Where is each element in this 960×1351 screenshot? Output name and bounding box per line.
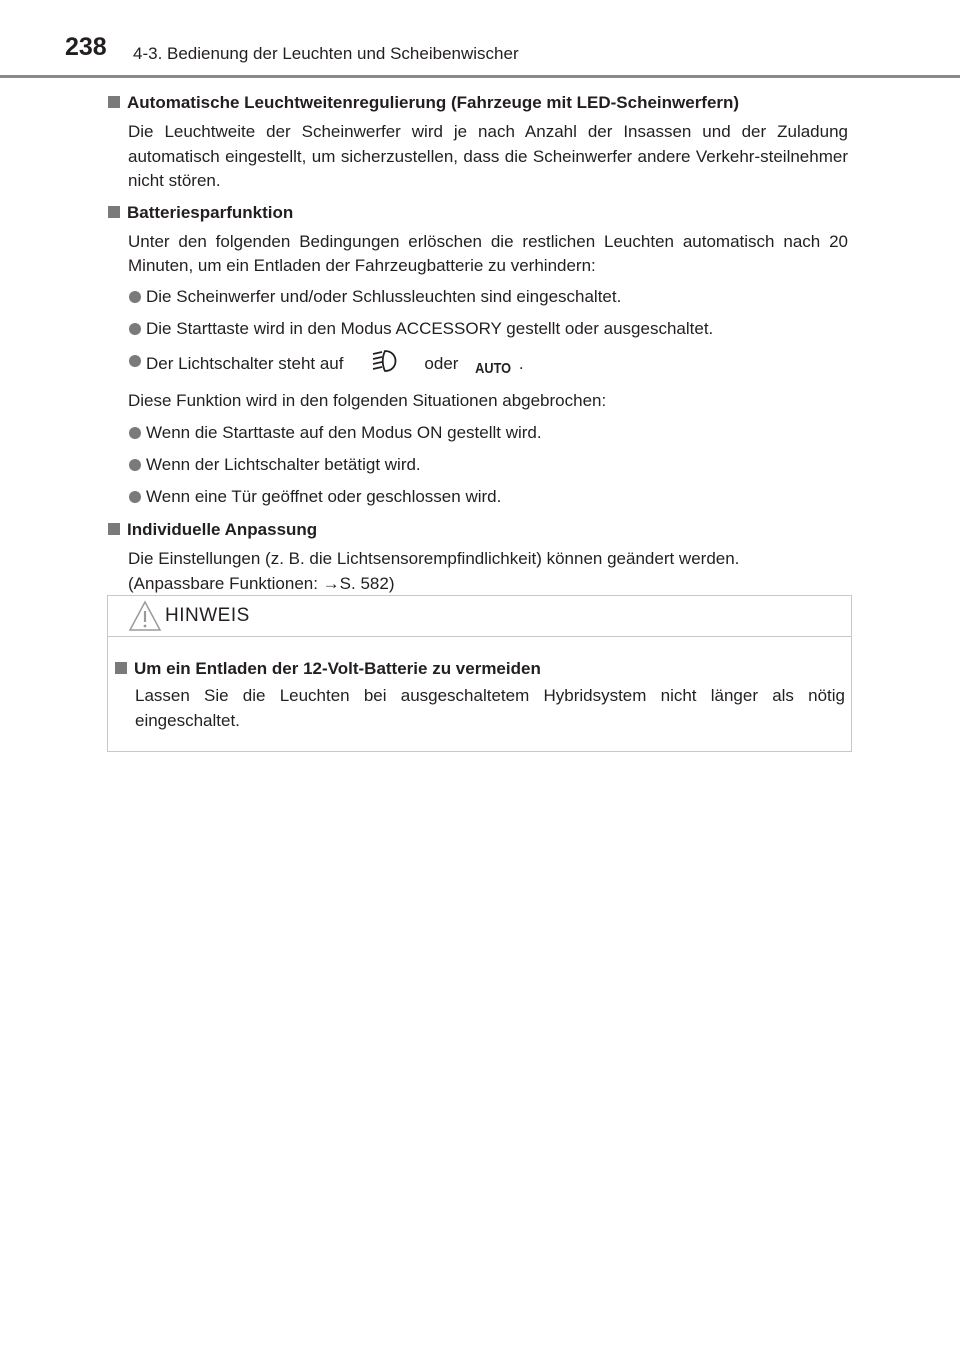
section-title — [108, 90, 848, 120]
paragraph: Lassen Sie die Leuchten bei ausgeschaltetem Hybridsystem nicht länger als nötig eingeschaltet. — [135, 686, 845, 730]
paragraph: Die Leuchtweite der Scheinwerfer wird je nach Anzahl der Insassen und der Zuladung automatisch eingestellt, um sicherzustellen, dass die Scheinwerfer andere Verkehr-steilnehmer nicht stören. — [128, 122, 848, 190]
section-battery-saver — [108, 200, 848, 510]
list-item-text: . — [518, 353, 524, 373]
list-item-text: Die Starttaste wird in den Modus ACCESSORY gestellt oder ausgeschaltet. — [146, 318, 714, 338]
section-customization — [108, 517, 848, 596]
paragraph: Unter den folgenden Bedingungen erlöschen die restlichen Leuchten automatisch nach 20 Minuten, um ein Entladen der Fahrzeugbatterie zu verhindern: — [128, 231, 848, 275]
list-item-text: oder — [424, 353, 459, 373]
list-item-text: Wenn eine Tür geöffnet oder geschlossen wird. — [146, 487, 502, 506]
section-title — [108, 200, 848, 230]
square-bullet-icon — [108, 206, 120, 218]
list-item-text: Wenn der Lichtschalter betätigt wird. — [146, 455, 421, 474]
list-item — [108, 485, 848, 509]
section-title-text: Batteriesparfunktion — [127, 202, 294, 222]
section-title-text: Um ein Entladen der 12-Volt-Batterie zu vermeiden — [134, 659, 541, 678]
round-bullet-icon — [129, 427, 141, 439]
paragraph: Diese Funktion wird in den folgenden Situationen abgebrochen: — [128, 390, 607, 410]
square-bullet-icon — [108, 96, 120, 108]
chapter-title: 4-3. Bedienung der Leuchten und Scheibenwischer — [133, 44, 519, 63]
round-bullet-icon — [129, 291, 141, 303]
main-content — [108, 90, 848, 602]
notice-body — [115, 656, 845, 739]
round-bullet-icon — [129, 459, 141, 471]
list-item-text: Der Lichtschalter steht auf — [146, 353, 344, 373]
paragraph: Die Einstellungen (z. B. die Lichtsensorempfindlichkeit) können geändert werden. — [128, 549, 740, 568]
round-bullet-icon — [129, 355, 141, 367]
square-bullet-icon — [108, 523, 120, 535]
square-bullet-icon — [115, 662, 127, 674]
list-item — [108, 349, 848, 381]
section-title-text: Automatische Leuchtweitenregulierung (Fahrzeuge mit LED-Scheinwerfern) — [127, 93, 740, 112]
notice-box — [107, 595, 852, 752]
round-bullet-icon — [129, 323, 141, 335]
auto-light-icon: AUTO — [475, 359, 511, 377]
list-item-text: Die Scheinwerfer und/oder Schlussleuchten sind eingeschaltet. — [146, 286, 622, 306]
list-item — [108, 421, 848, 445]
list-item — [108, 285, 848, 309]
section-leveling — [108, 90, 848, 194]
paragraph: (Anpassbare Funktionen: →S. 582) — [128, 573, 395, 593]
warning-triangle-icon — [128, 600, 162, 632]
notice-header — [108, 596, 851, 637]
list-item-text: Wenn die Starttaste auf den Modus ON gestellt wird. — [146, 423, 542, 442]
list-item — [108, 317, 848, 341]
page-number: 238 — [65, 33, 107, 61]
section-title — [115, 656, 845, 684]
notice-label: HINWEIS — [165, 605, 250, 626]
round-bullet-icon — [129, 491, 141, 503]
section-title — [108, 517, 848, 547]
section-title-text: Individuelle Anpassung — [127, 520, 318, 539]
list-item — [108, 453, 848, 477]
header-rule — [0, 75, 960, 78]
headlight-icon — [371, 349, 401, 373]
page-header — [0, 0, 960, 80]
